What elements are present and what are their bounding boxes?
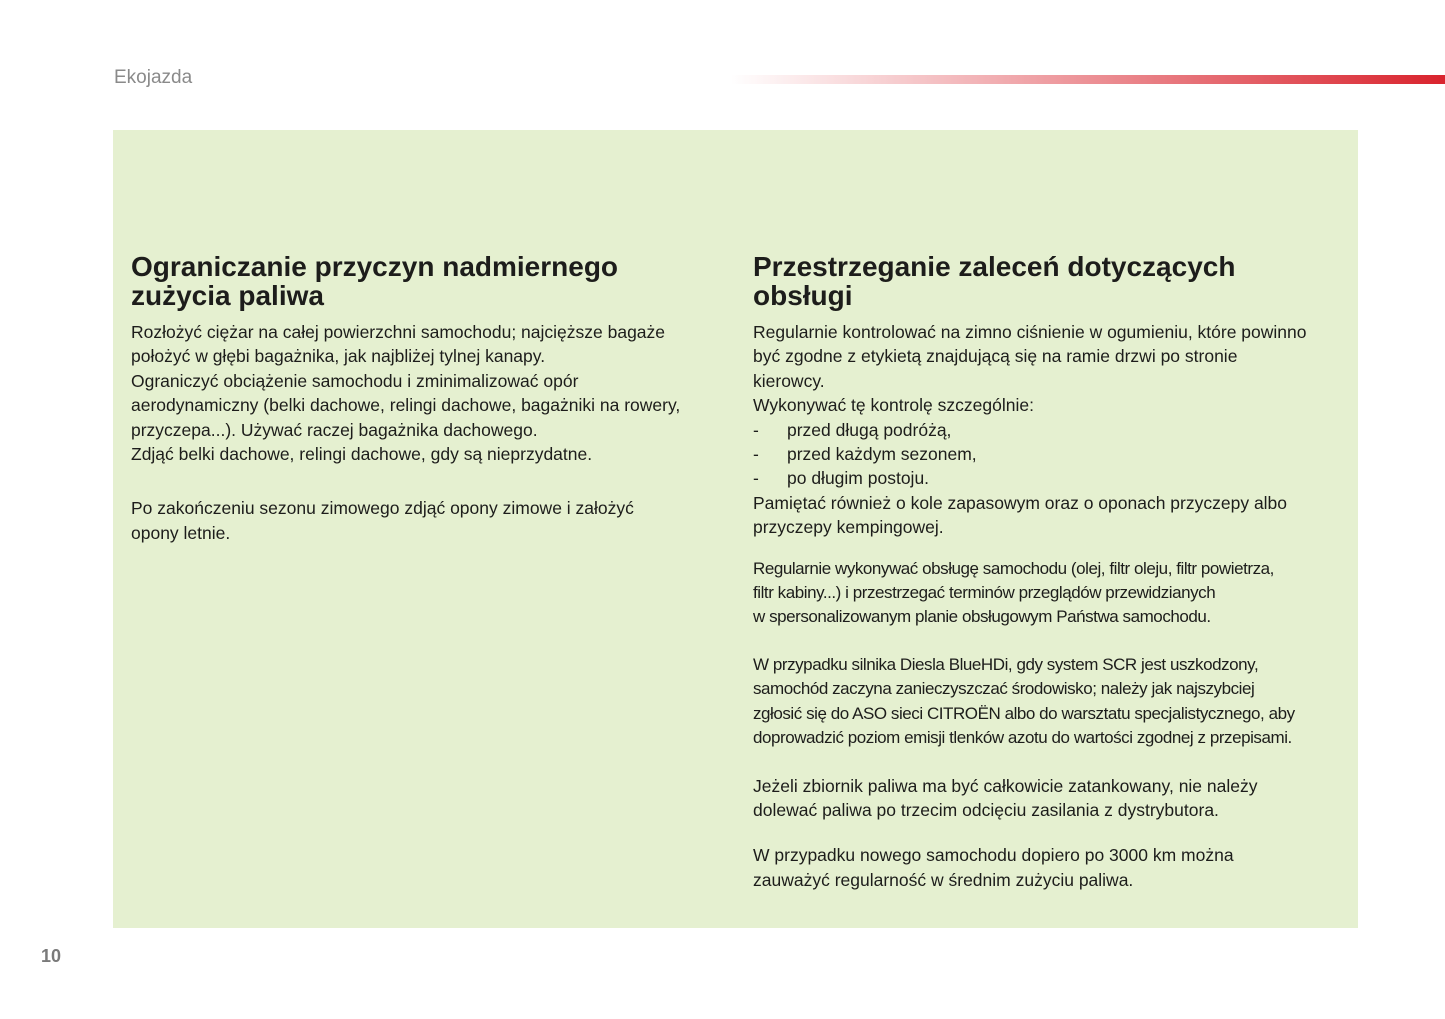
section-title: Ekojazda [114,67,193,88]
tyre-pressure-paragraph [753,320,1353,418]
text-line: opony letnie. [131,522,231,543]
right-heading [753,252,1353,310]
text-line: Po zakończeniu sezonu zimowego zdjąć opony zimowe i założyć [131,498,634,519]
refuelling-paragraph [753,774,1353,823]
left-heading [131,252,731,310]
text-line: Pamiętać również o kole zapasowym oraz o oponach przyczepy albo [753,492,1288,513]
spare-wheel-paragraph [753,491,1353,540]
heading-line: Przestrzeganie zaleceń dotyczących [753,251,1236,282]
text-line: W przypadku nowego samochodu dopiero po 3000 km można [753,845,1234,866]
text-line: Jeżeli zbiornik paliwa ma być całkowicie zatankowany, nie należy [753,775,1258,796]
list-item-text: po długim postoju. [787,468,930,489]
text-line: zgłosić się do ASO sieci CITROËN albo do warsztatu specjalistycznego, aby [753,703,1295,723]
text-line: samochód zaczyna zanieczyszczać środowisko; należy jak najszybciej [753,679,1255,699]
text-line: przyczepy kempingowej. [753,517,944,538]
list-item [753,418,1353,442]
text-line: aerodynamiczny (belki dachowe, relingi dachowe, bagażniki na rowery, [131,395,681,416]
text-line: Rozłożyć ciężar na całej powierzchni samochodu; najcięższe bagaże [131,322,666,342]
text-line: Zdjąć belki dachowe, relingi dachowe, gdy są nieprzydatne. [131,444,593,465]
check-list [753,418,1353,491]
dash-bullet: - [753,468,759,489]
list-item-text: przed każdym sezonem, [787,444,977,465]
heading-line: obsługi [753,280,853,311]
right-column [753,252,1353,892]
maintenance-paragraph [753,557,1353,630]
text-line: Ograniczyć obciążenie samochodu i zminimalizować opór [131,370,579,391]
dash-bullet: - [753,419,759,440]
text-line: doprowadzić poziom emisji tlenków azotu do wartości zgodnej z przepisami. [753,728,1292,748]
heading-line: zużycia paliwa [131,280,324,311]
text-line: Regularnie wykonywać obsługę samochodu (olej, filtr oleju, filtr powietrza, [753,558,1274,578]
text-line: zauważyć regularność w średnim zużyciu paliwa. [753,869,1134,890]
list-item [753,466,1353,490]
text-line: Regularnie kontrolować na zimno ciśnienie w ogumieniu, które powinno [753,322,1307,342]
text-line: kierowcy. [753,370,825,391]
text-line: w spersonalizowanym planie obsługowym Państwa samochodu. [753,607,1211,627]
text-line: położyć w głębi bagażnika, jak najbliżej tylnej kanapy. [131,346,546,367]
new-car-paragraph [753,843,1353,892]
left-column [131,252,731,545]
heading-line: Ograniczanie przyczyn nadmiernego [131,251,619,282]
text-line: dolewać paliwa po trzecim odcięciu zasilania z dystrybutora. [753,799,1219,820]
text-line: Wykonywać tę kontrolę szczególnie: [753,395,1034,416]
text-line: przyczepa...). Używać raczej bagażnika dachowego. [131,419,538,440]
scr-paragraph [753,653,1353,751]
list-item [753,442,1353,466]
page-number: 10 [41,946,62,966]
accent-bar [730,75,1445,84]
load-paragraph [131,320,731,466]
text-line: W przypadku silnika Diesla BlueHDi, gdy system SCR jest uszkodzony, [753,654,1259,674]
text-line: filtr kabiny...) i przestrzegać terminów przeglądów przewidzianych [753,583,1216,603]
text-line: być zgodne z etykietą znajdującą się na ramie drzwi po stronie [753,346,1238,367]
list-item-text: przed długą podróżą, [787,419,952,440]
dash-bullet: - [753,444,759,465]
tyres-paragraph [131,496,731,545]
